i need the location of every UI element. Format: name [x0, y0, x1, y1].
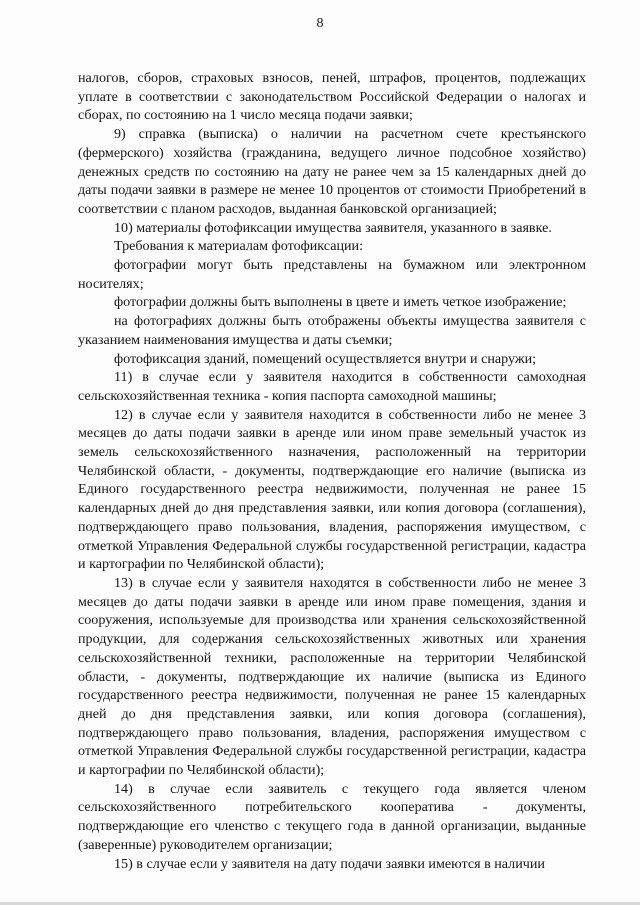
paragraph-photo-requirement: фотографии должны быть выполнены в цвете и иметь четкое изображение; [114, 294, 567, 311]
paragraph-photo-requirement: фотографии могут быть представлены на бумажном или электронном носителях; [78, 257, 586, 292]
paragraph-item-11: 11) в случае если у заявителя находится в собственности самоходная сельскохозяйственная техника - копия паспорта самоходной машины; [78, 369, 586, 404]
paragraph-item-12: 12) в случае если у заявителя находится в собственности либо не менее 3 месяцев до даты подачи заявки в аренде или ином праве земельный участок из земель сельскохозяйственного назначения, расположенный на территории Челябинской области, - документы, подтверждающие его наличие (выписка из Единого государственного реестра недвижимости, полученная не ранее 15 календарных дней до дня представления заявки, или копия договора (соглашения), подтверждающего право пользования, владения, распоряжения имуществом, с отметкой Управления Федеральной службы государственной регистрации, кадастра и картографии по Челябинской области); [78, 406, 586, 573]
paragraph-photo-requirement: на фотографиях должны быть отображены объекты имущества заявителя с указанием наименования имущества и даты съемки; [78, 313, 586, 348]
paragraph-photo-requirements-heading: Требования к материалам фотофиксации: [114, 238, 364, 255]
paragraph-item-15: 15) в случае если у заявителя на дату подачи заявки имеются в наличии [114, 855, 545, 872]
paragraph-item-10: 10) материалы фотофиксации имущества заявителя, указанного в заявке. [114, 219, 552, 236]
paragraph-continuation: налогов, сборов, страховых взносов, пеней, штрафов, процентов, подлежащих уплате в соответствии с законодательством Российской Федерации о налогах и сборах, по состоянию на 1 число месяца подачи заявки; [78, 70, 586, 124]
paragraph-item-9: 9) справка (выписка) о наличии на расчетном счете крестьянского (фермерского) хозяйства (гражданина, ведущего личное подсобное хозяйство) денежных средств по состоянию на дату не ранее чем за 15 календарных дней до даты подачи заявки в размере не менее 10 процентов от стоимости Приобретений в соответствии с планом расходов, выданная банковской организацией; [78, 126, 586, 217]
paragraph-item-14: 14) в случае если заявитель с текущего года является членом сельскохозяйственного потребительского кооператива - документы, подтверждающие его членство с текущего года в данной организации, выданные (заверенные) руководителем организации; [78, 780, 586, 853]
document-body [78, 69, 586, 873]
paragraph-photo-requirement: фотофиксация зданий, помещений осуществляется внутри и снаружи; [114, 350, 537, 367]
paragraph-item-13: 13) в случае если у заявителя находятся в собственности либо не менее 3 месяцев до даты подачи заявки в аренде или ином праве помещения, здания и сооружения, используемые для производства или хранения сельскохозяйственной продукции, для содержания сельскохозяйственных животных или хранения сельскохозяйственной техники, расположенные на территории Челябинской области, - документы, подтверждающие их наличие (выписка из Единого государственного реестра недвижимости, полученная не ранее 15 календарных дней до дня представления заявки, или копия договора (соглашения), подтверждающего право пользования, владения, распоряжения имуществом с отметкой Управления Федеральной службы государственной регистрации, кадастра и картографии по Челябинской области); [78, 574, 586, 779]
page-number: 8 [316, 16, 324, 31]
